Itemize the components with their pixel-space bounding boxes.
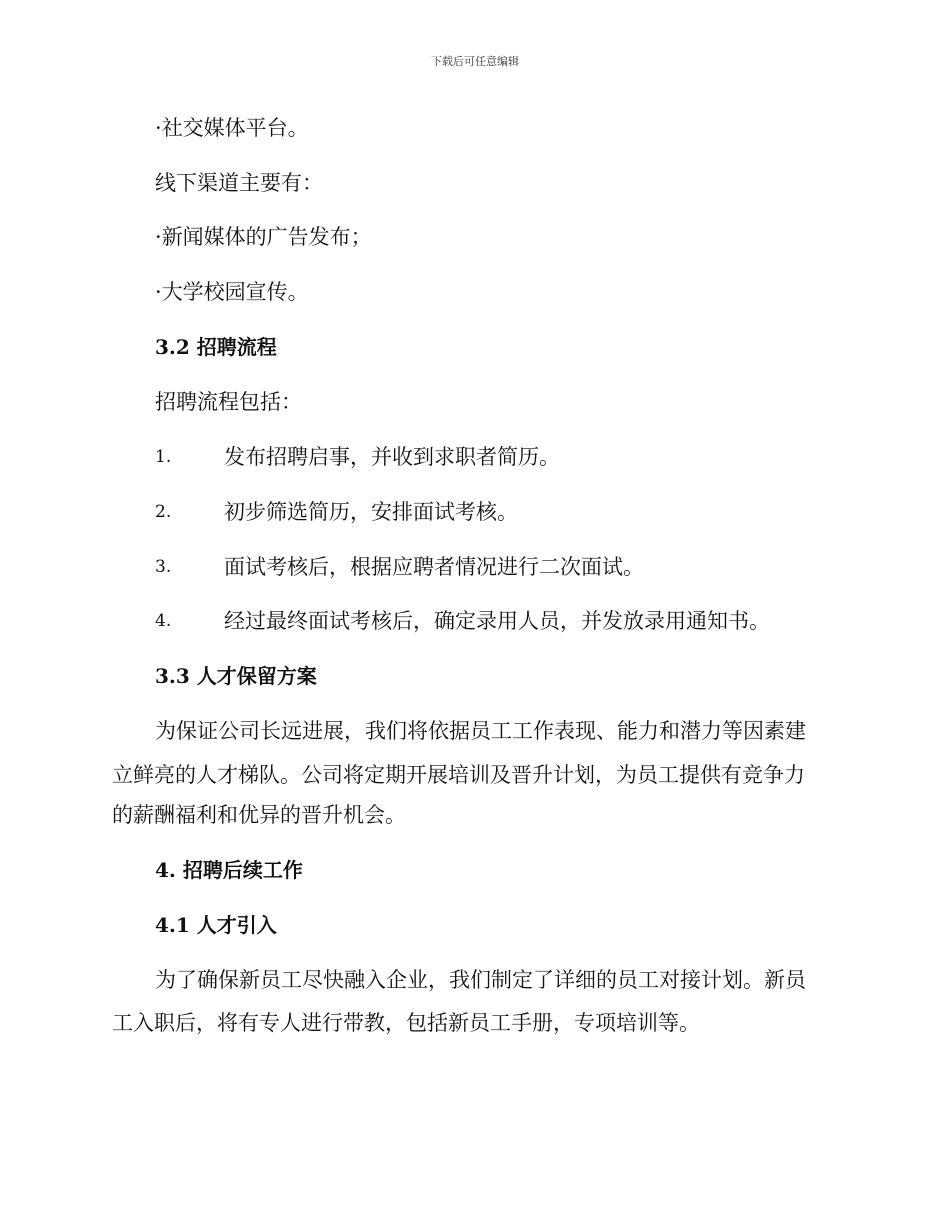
bullet-mark: · bbox=[155, 280, 162, 304]
section-heading: 4. 招聘后续工作 bbox=[155, 858, 303, 882]
step-number: 4. bbox=[155, 611, 172, 631]
list-item bbox=[155, 277, 309, 307]
step-number: 1. bbox=[155, 447, 172, 467]
list-item bbox=[155, 222, 372, 252]
process-intro: 招聘流程包括： bbox=[155, 390, 302, 414]
section-heading: 3.2 招聘流程 bbox=[155, 335, 277, 359]
list-item bbox=[155, 113, 309, 143]
bullet-mark: · bbox=[155, 225, 162, 249]
paragraph-line: 立鲜亮的人才梯队。公司将定期开展培训及晋升计划，为员工提供有竞争力 bbox=[112, 763, 805, 787]
paragraph-line: 为保证公司长远进展，我们将依据员工工作表现、能力和潜力等因素建 bbox=[155, 719, 806, 743]
step-text: 经过最终面试考核后，确定录用人员，并发放录用通知书。 bbox=[224, 609, 770, 633]
step-text: 面试考核后，根据应聘者情况进行二次面试。 bbox=[224, 555, 644, 579]
section-heading: 3.3 人才保留方案 bbox=[155, 664, 317, 688]
step-number: 2. bbox=[155, 502, 172, 522]
bullet-mark: · bbox=[155, 116, 162, 140]
list-item-text: 大学校园宣传。 bbox=[161, 280, 309, 304]
list-item-text: 新闻媒体的广告发布； bbox=[161, 225, 372, 249]
offline-intro: 线下渠道主要有： bbox=[155, 171, 323, 195]
paragraph-line: 的薪酬福利和优异的晋升机会。 bbox=[112, 803, 406, 827]
step-text: 初步筛选简历，安排面试考核。 bbox=[224, 500, 518, 524]
step-number: 3. bbox=[155, 557, 172, 577]
page-header: 下载后可任意编辑 bbox=[431, 55, 519, 68]
paragraph-line: 为了确保新员工尽快融入企业，我们制定了详细的员工对接计划。新员 bbox=[155, 968, 806, 992]
list-item-text: 社交媒体平台。 bbox=[161, 116, 309, 140]
step-text: 发布招聘启事，并收到求职者简历。 bbox=[224, 445, 560, 469]
section-heading: 4.1 人才引入 bbox=[155, 913, 277, 937]
paragraph-line: 工入职后，将有专人进行带教，包括新员工手册，专项培训等。 bbox=[112, 1011, 700, 1035]
